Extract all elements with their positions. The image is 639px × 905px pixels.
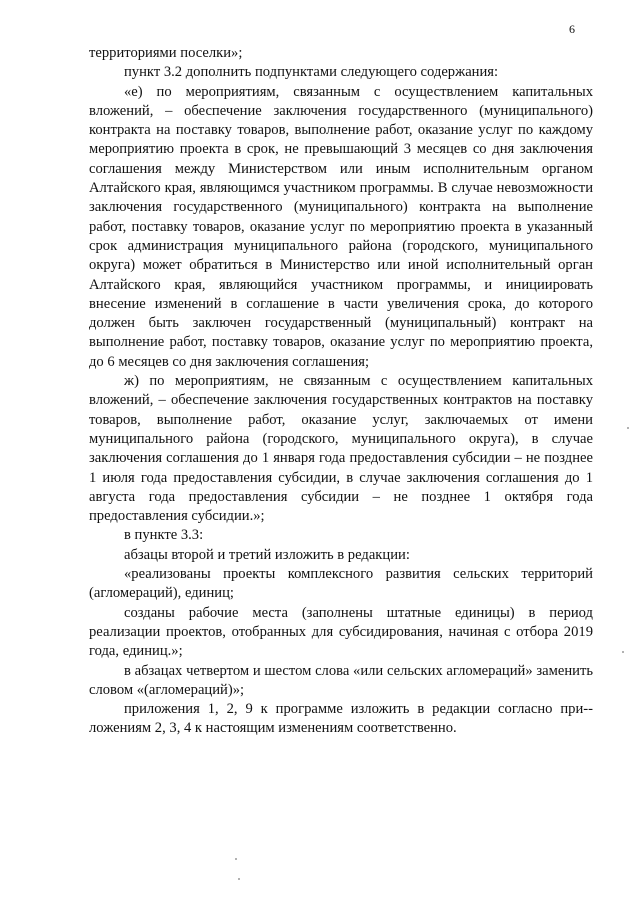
paragraph: «е) по мероприятиям, связанным с осуществлением капитальных вложений, – обеспечение заключения государственного (муниципального) контракта на поставку товаров, выполнение работ, оказание услуг по каждому мероприятию проекта в срок, не превышающий 3 месяцев со дня заключения соглашения между Министерством или иным исполнительным органом Алтайского края, являющимся участником программы. В случае невозможности заключения государственного (муниципального) контракта на выполнение работ, поставку товаров, оказание услуг по мероприятию проекта в указанный срок администрация муниципального района (городского, муниципального округа) может обратиться в Министерство или иной исполнительный орган Алтайского края, являющийся участником программы, и инициировать внесение изменений в соглашение в части увеличения срока, до которого должен быть заключен государственный (муниципальный) контракт на выполнение работ, поставку товаров, оказание услуг по мероприятию проекта, до 6 месяцев со дня заключения соглашения; bbox=[89, 83, 593, 370]
scan-speck bbox=[622, 651, 624, 653]
paragraph: ж) по мероприятиям, не связанным с осуществлением капитальных вложений, – обеспечение заключения государственных контрактов на поставку товаров, выполнение работ, оказание услуг, заключаемых от имени муниципального района (городского, муниципального округа), в случае заключения соглашения до 1 января года предоставления субсидии – не позднее 1 июля года предоставления субсидии, в случае заключения соглашения до 1 августа года предоставления субсидии – не позднее 1 октября года предоставления субсидии.»; bbox=[89, 373, 593, 525]
paragraph: абзацы второй и третий изложить в редакции: bbox=[124, 546, 410, 563]
scan-speck bbox=[235, 858, 237, 860]
paragraph: пункт 3.2 дополнить подпунктами следующего содержания: bbox=[124, 64, 499, 81]
scan-speck bbox=[238, 878, 240, 880]
paragraph: созданы рабочие места (заполнены штатные единицы) в период реализации проектов, отобранных для субсидирования, начиная с отбора 2019 года, единиц.»; bbox=[89, 604, 593, 660]
document-body bbox=[89, 44, 593, 739]
paragraph: в пункте 3.3: bbox=[124, 527, 204, 544]
paragraph: «реализованы проекты комплексного развития сельских территорий (агломераций), единиц; bbox=[89, 566, 593, 602]
page-number: 6 bbox=[569, 22, 575, 36]
paragraph: приложения 1, 2, 9 к программе изложить в редакции согласно при-ложениям 2, 3, 4 к настоящим изменениям соответственно. bbox=[89, 701, 593, 737]
paragraph: в абзацах четвертом и шестом слова «или сельских агломераций» заменить словом «(агломераций)»; bbox=[89, 662, 593, 698]
paragraph: территориями поселки»; bbox=[89, 45, 243, 61]
scan-speck bbox=[627, 427, 629, 429]
